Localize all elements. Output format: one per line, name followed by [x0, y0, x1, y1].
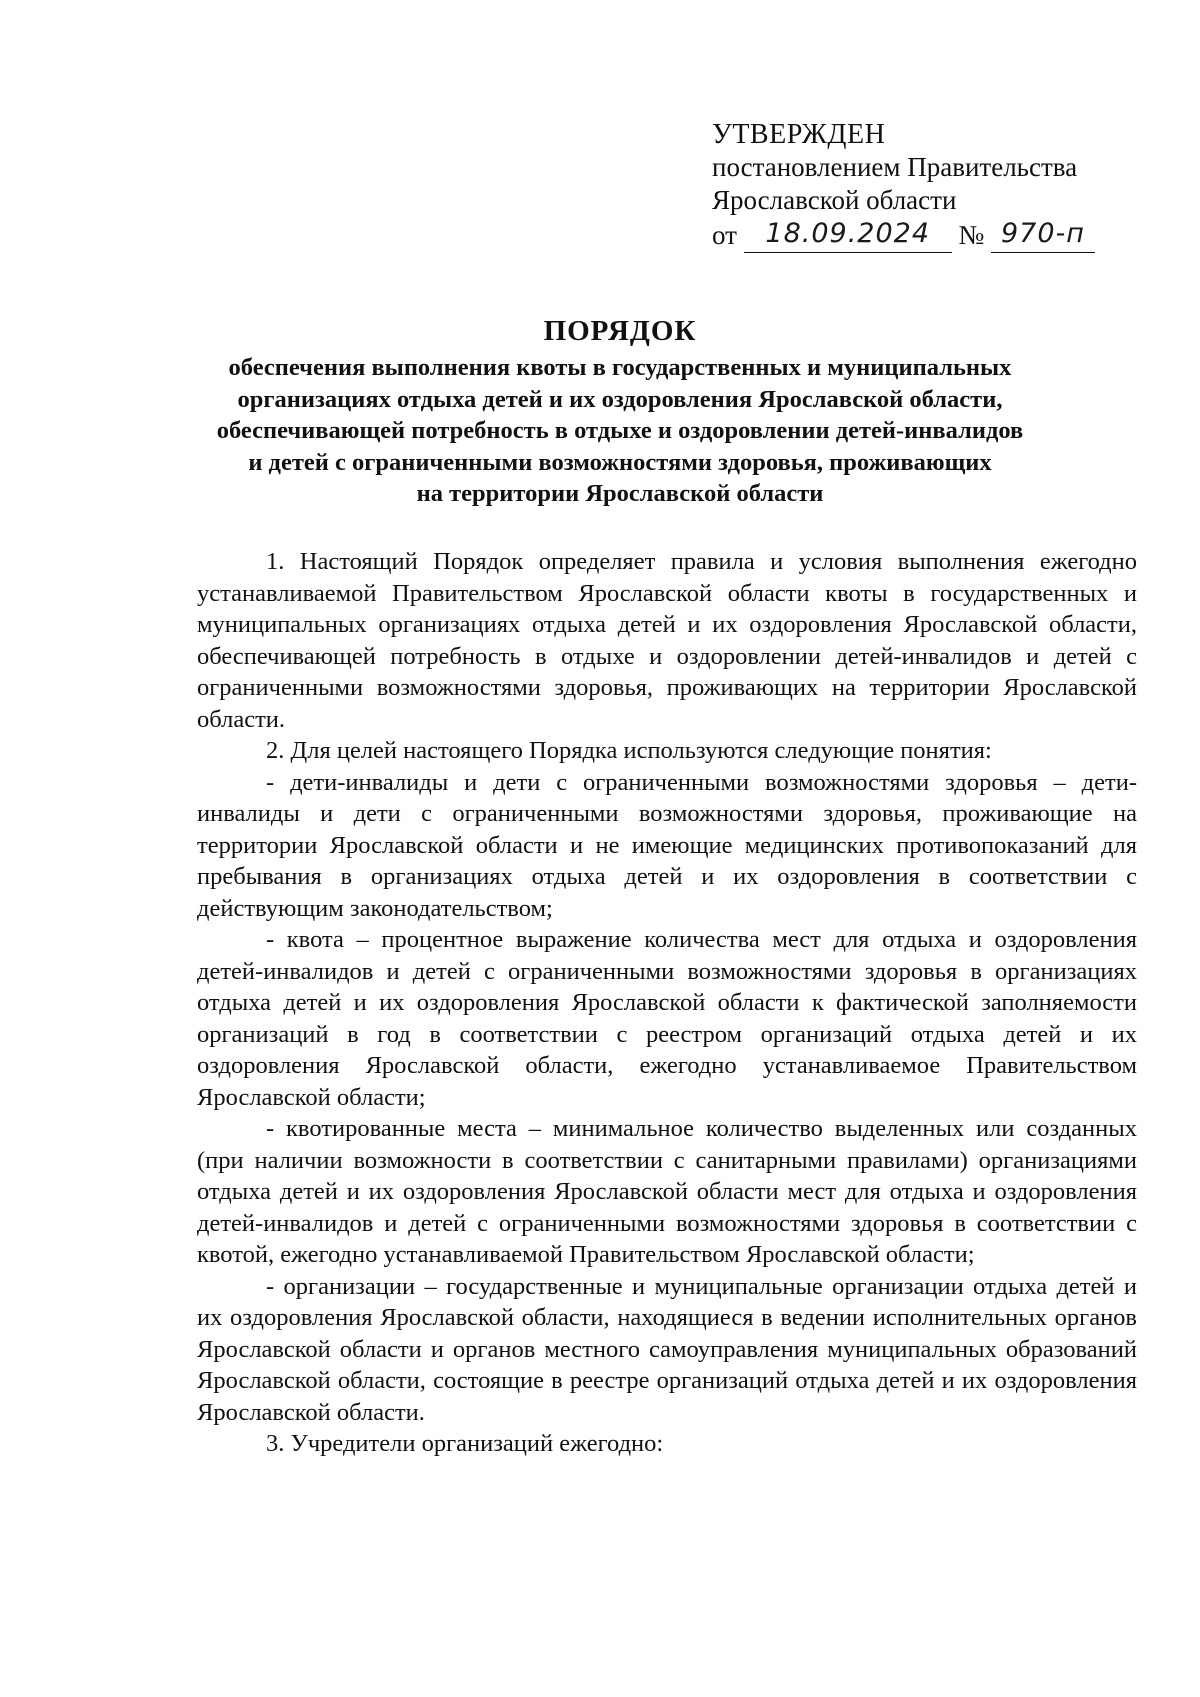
approval-title: УТВЕРЖДЕН [712, 119, 886, 150]
subtitle-line: обеспечения выполнения квоты в государственных и муниципальных [228, 354, 1012, 381]
definition-children: - дети-инвалиды и дети с ограниченными возможностями здоровья – дети-инвалиды и дети с ограниченными возможностями здоровья, проживающие на территории Ярославской области и не имеющие медицинских противопоказаний для пребывания в организациях отдыха детей и их оздоровления в соответствии с действующим законодательством; [197, 768, 1137, 922]
paragraph-3: 3. Учредители организаций ежегодно: [266, 1430, 664, 1457]
document-title: ПОРЯДОК [543, 315, 697, 347]
number-blank [991, 219, 1095, 253]
approval-block [712, 118, 1152, 253]
number-label: № [958, 220, 985, 250]
approval-line-1: постановлением Правительства [712, 152, 1078, 182]
definition-quota-places: - квотированные места – минимальное количество выделенных или созданных (при наличии возможности в соответствии с санитарными правилами) организациями отдыха детей и их оздоровления Ярославской области мест для отдыха и оздоровления детей-инвалидов и детей с ограниченными возможностями здоровья в соответствии с квотой, ежегодно устанавливаемой Правительством Ярославской области; [197, 1115, 1137, 1268]
subtitle-line: и детей с ограниченными возможностями здоровья, проживающих [248, 448, 992, 476]
definition-organizations: - организации – государственные и муниципальные организации отдыха детей и их оздоровления Ярославской области, находящиеся в ведении исполнительных органов Ярославской области и органов местного самоуправления муниципальных образований Ярославской области, состоящие в реестре организаций отдыха детей и их оздоровления Ярославской области. [197, 1272, 1137, 1426]
document-title-block [190, 312, 1050, 510]
paragraph-1: 1. Настоящий Порядок определяет правила и условия выполнения ежегодно устанавливаемой Правительством Ярославской области квоты в государственных и муниципальных организациях отдыха детей и их оздоровления Ярославской области, обеспечивающей потребность в отдыхе и оздоровлении детей-инвалидов и детей с ограниченными возможностями здоровья, проживающих на территории Ярославской области. [197, 548, 1137, 733]
date-blank [744, 219, 952, 253]
subtitle-line: организациях отдыха детей и их оздоровления Ярославской области, [237, 385, 1003, 413]
definition-quota: - квота – процентное выражение количества мест для отдыха и оздоровления детей-инвалидов и детей с ограниченными возможностями здоровья в организациях отдыха детей и их оздоровления Ярославской области к фактической заполняемости организаций в год в соответствии с реестром организаций отдыха детей и их оздоровления Ярославской области, ежегодно устанавливаемое Правительством Ярославской области; [197, 926, 1137, 1111]
subtitle-line: на территории Ярославской области [416, 480, 824, 507]
approval-date-line [712, 219, 1152, 253]
subtitle-line: обеспечивающей потребность в отдыхе и оздоровлении детей-инвалидов [216, 417, 1024, 444]
approval-line-2: Ярославской области [712, 185, 957, 215]
document-body [197, 546, 1137, 1460]
paragraph-2: 2. Для целей настоящего Порядка используются следующие понятия: [266, 737, 992, 764]
handwritten-date: 18.09.2024 [765, 218, 930, 249]
from-label: от [712, 220, 737, 250]
handwritten-number: 970-п [1001, 218, 1085, 249]
